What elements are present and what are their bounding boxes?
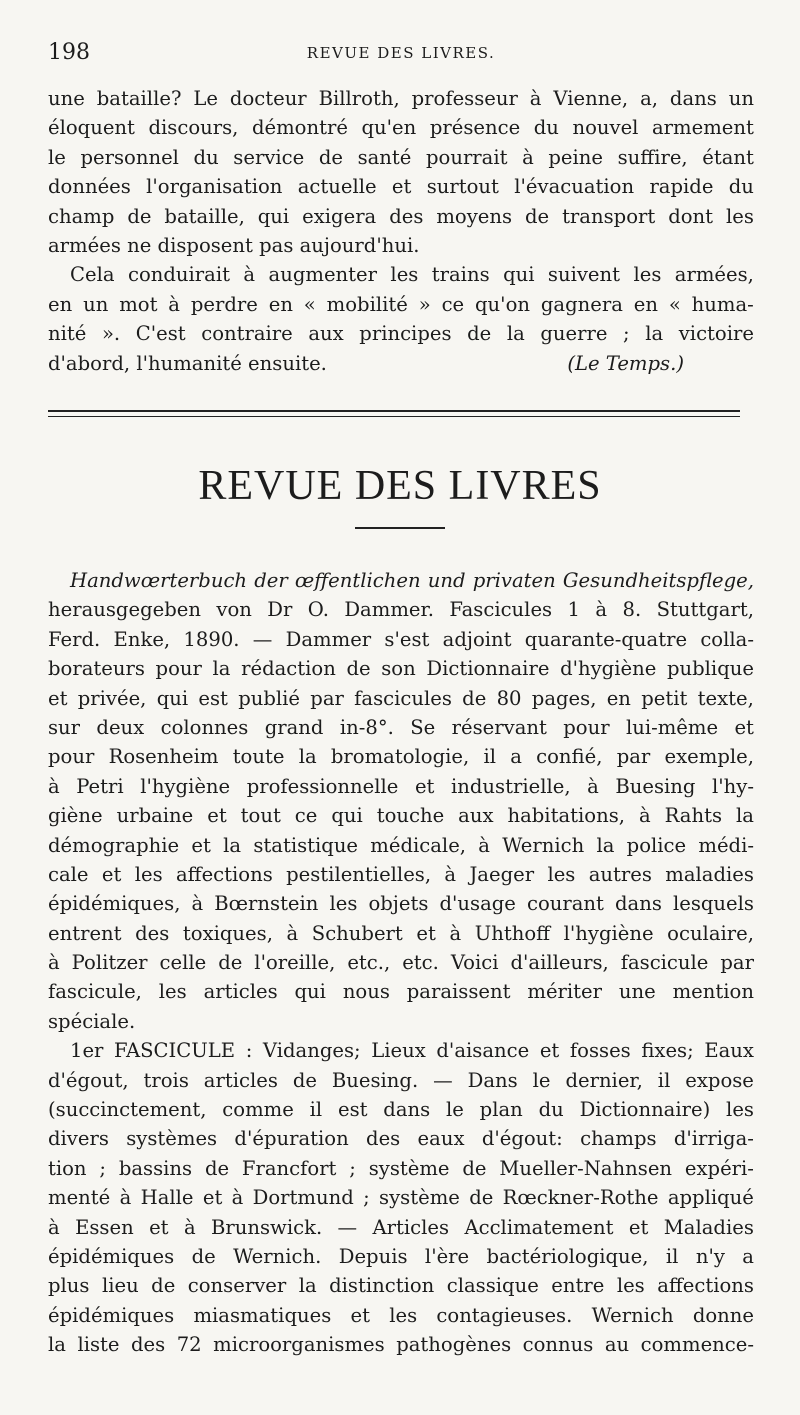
section-title: REVUE DES LIVRES: [198, 463, 602, 509]
text-line: (succinctement, comme il est dans le plan du Dictionnaire) les: [48, 1098, 754, 1122]
text-line: d'égout, trois articles de Buesing. — Dans le dernier, il expose: [48, 1068, 754, 1092]
text-line: entrent des toxiques, à Schubert et à Uhthoff l'hygiène oculaire,: [48, 921, 754, 945]
review-text: [48, 566, 754, 1360]
text-line: plus lieu de conserver la distinction classique entre les affections: [48, 1274, 754, 1298]
text-line: Cela conduirait à augmenter les trains qui suivent les armées,: [70, 263, 754, 287]
text-line-last: [48, 349, 754, 378]
intro-last-text: d'abord, l'humanité ensuite.: [48, 351, 327, 375]
text-line: sur deux colonnes grand in-8°. Se réservant pour lui-même et: [48, 715, 754, 739]
text-line: herausgegeben von Dr O. Dammer. Fascicules 1 à 8. Stuttgart,: [48, 598, 754, 622]
text-line: la liste des 72 microorganismes pathogènes connus au commence-: [48, 1333, 754, 1357]
double-rule-top: [48, 410, 740, 412]
text-line: pour Rosenheim toute la bromatologie, il a confié, par exemple,: [48, 745, 754, 769]
title-rule: [355, 527, 445, 529]
text-line: fascicule, les articles qui nous paraissent mériter une mention: [48, 980, 754, 1004]
text-line: tion ; bassins de Francfort ; système de Mueller-Nahnsen expéri-: [48, 1156, 754, 1180]
text-line: armées ne disposent pas aujourd'hui.: [48, 233, 420, 257]
text-line: spéciale.: [48, 1009, 136, 1033]
text-line: 1er FASCICULE : Vidanges; Lieux d'aisance et fosses fixes; Eaux: [70, 1039, 754, 1063]
running-title: REVUE DES LIVRES.: [306, 44, 496, 62]
text-line: démographie et la statistique médicale, à Wernich la police médi-: [48, 833, 754, 857]
text-line: en un mot à perdre en « mobilité » ce qu'on gagnera en « huma-: [48, 292, 754, 316]
text-line: champ de bataille, qui exigera des moyens de transport dont les: [48, 204, 754, 228]
text-line: giène urbaine et tout ce qui touche aux habitations, à Rahts la: [48, 804, 754, 828]
text-line: éloquent discours, démontré qu'en présence du nouvel armement: [48, 116, 754, 140]
text-line: nité ». C'est contraire aux principes de la guerre ; la victoire: [48, 322, 754, 346]
text-line: et privée, qui est publié par fascicules de 80 pages, en petit texte,: [48, 686, 754, 710]
text-line: menté à Halle et à Dortmund ; système de Rœckner-Rothe appliqué: [48, 1186, 754, 1210]
page-header: [48, 40, 754, 70]
source-citation: (Le Temps.): [567, 351, 684, 375]
text-line: à Petri l'hygiène professionnelle et industrielle, à Buesing l'hy-: [48, 774, 754, 798]
text-line: le personnel du service de santé pourrait à peine suffire, étant: [48, 145, 754, 169]
text-line: données l'organisation actuelle et surtout l'évacuation rapide du: [48, 175, 754, 199]
text-line: épidémiques de Wernich. Depuis l'ère bactériologique, il n'y a: [48, 1244, 754, 1268]
intro-text: [48, 84, 754, 378]
text-line: borateurs pour la rédaction de son Dictionnaire d'hygiène publique: [48, 657, 754, 681]
text-line: Handwœrterbuch der œffentlichen und privaten Gesundheitspflege,: [70, 569, 754, 592]
text-line: épidémiques miasmatiques et les contagieuses. Wernich donne: [48, 1303, 754, 1327]
text-line: à Politzer celle de l'oreille, etc., etc. Voici d'ailleurs, fascicule par: [48, 951, 754, 975]
page-number: 198: [48, 40, 90, 65]
text-line: épidémiques, à Bœrnstein les objets d'usage courant dans lesquels: [48, 892, 754, 916]
text-line: cale et les affections pestilentielles, à Jaeger les autres maladies: [48, 862, 754, 886]
text-line: Ferd. Enke, 1890. — Dammer s'est adjoint quarante-quatre colla-: [48, 627, 754, 651]
double-rule-bottom: [48, 416, 740, 417]
text-line: divers systèmes d'épuration des eaux d'égout: champs d'irriga-: [48, 1127, 754, 1151]
text-line: une bataille? Le docteur Billroth, professeur à Vienne, a, dans un: [48, 87, 754, 110]
text-line: à Essen et à Brunswick. — Articles Acclimatement et Maladies: [48, 1215, 754, 1239]
